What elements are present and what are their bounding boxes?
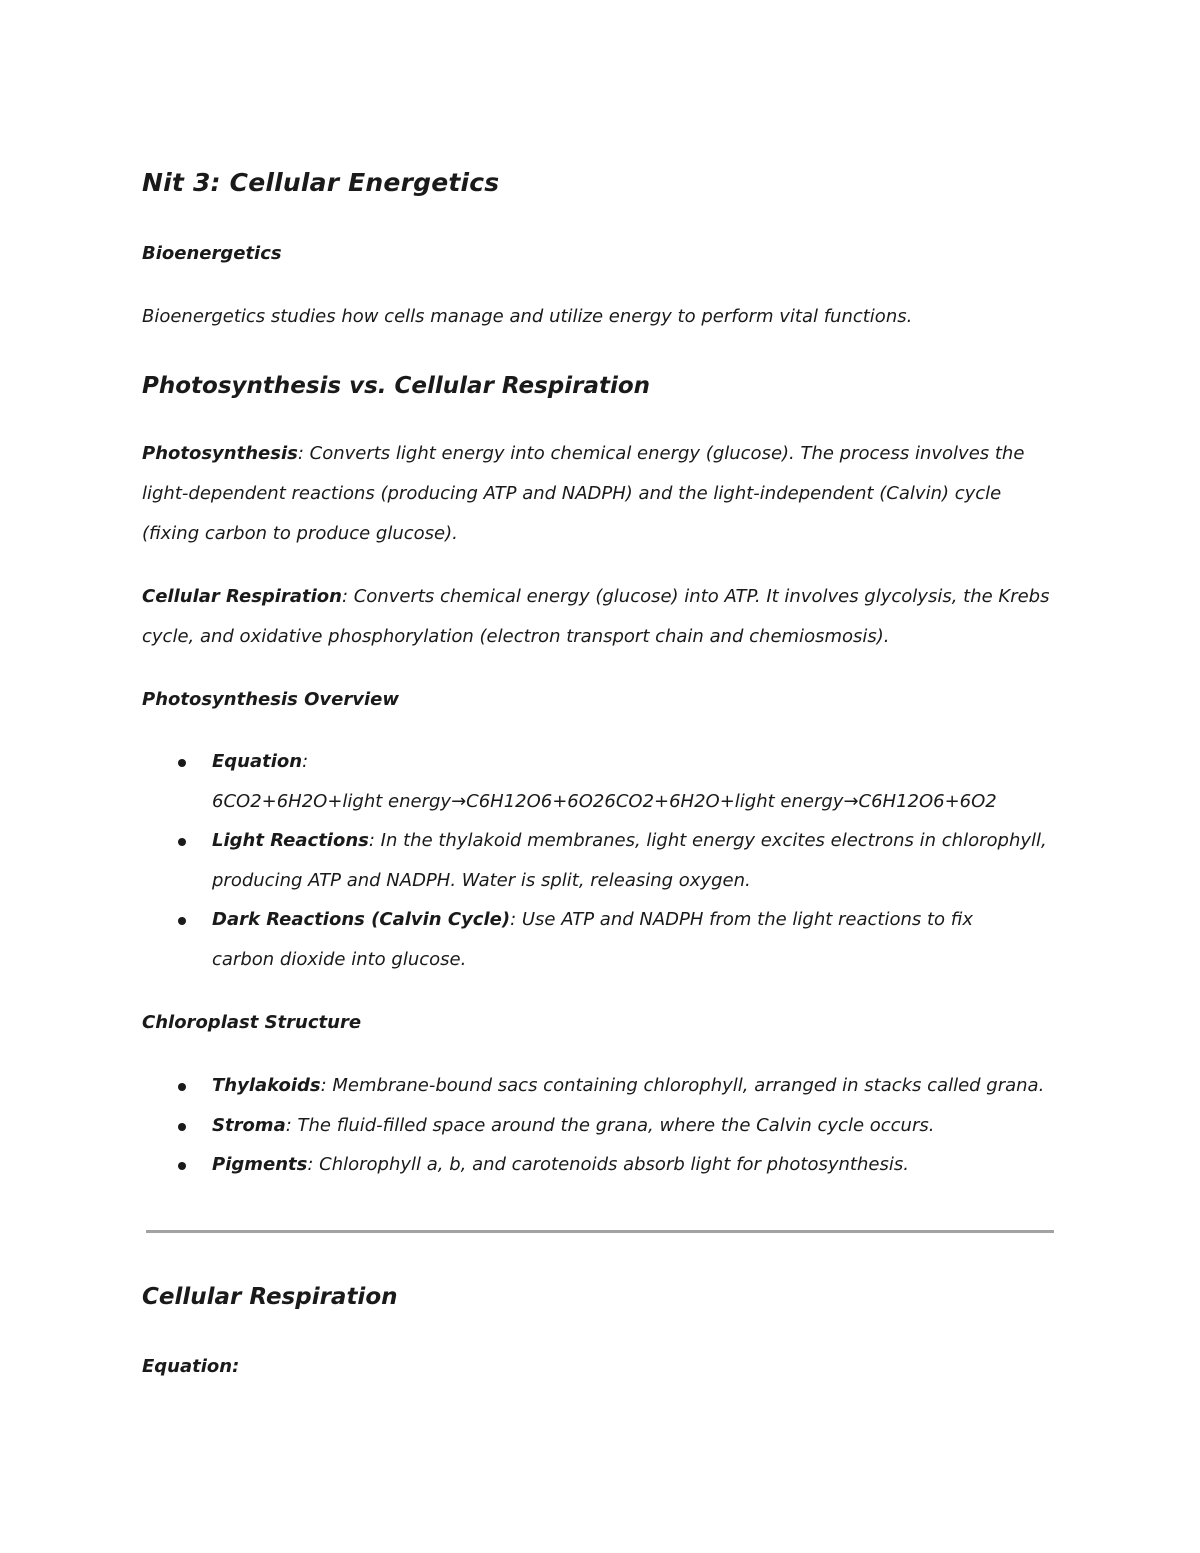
list-item-text: : Chlorophyll a, b, and carotenoids absorb light for photosynthesis. [307,1154,909,1175]
respiration-heading: Cellular Respiration [142,1284,398,1310]
respiration-paragraph [142,577,1062,657]
list-item [212,821,1062,901]
bullet-dot [178,1162,186,1170]
bullet-dot [178,917,186,925]
list-item-label: Dark Reactions (Calvin Cycle) [212,909,511,930]
photosynthesis-text: : Converts light energy into chemical energy (glucose). The process involves the light-dependent reactions (producing ATP and NADPH) and the light-independent (Calvin) cycle (fixing carbon to produce glucose). [142,443,1025,544]
list-item-text: : [302,751,309,772]
photosynthesis-label: Photosynthesis [142,443,298,464]
page-title: Nit 3: Cellular Energetics [142,168,500,197]
list-item-text: : The fluid-filled space around the grana, where the Calvin cycle occurs. [285,1115,935,1136]
photosynthesis-equation: 6CO2+6H2O+light energy→C6H12O6+6O26CO2+6H2O+light energy→C6H12O6+6O2 [212,791,997,812]
horizontal-divider [146,1230,1054,1233]
comparison-heading: Photosynthesis vs. Cellular Respiration [142,373,651,399]
overview-heading: Photosynthesis Overview [142,689,399,710]
list-item-label: Pigments [212,1154,308,1175]
photosynthesis-paragraph [142,434,1062,554]
list-item [212,900,1012,980]
chloroplast-heading: Chloroplast Structure [142,1012,362,1033]
respiration-text: : Converts chemical energy (glucose) into ATP. It involves glycolysis, the Krebs cycle, and oxidative phosphorylation (electron transport chain and chemiosmosis). [142,586,1050,647]
bioenergetics-text: Bioenergetics studies how cells manage and utilize energy to perform vital functions. [142,306,913,327]
list-item-text: : In the thylakoid membranes, light energy excites electrons in chlorophyll, producing ATP and NADPH. Water is split, releasing oxygen. [212,830,1047,891]
respiration-label: Cellular Respiration [142,586,342,607]
bullet-dot [178,759,186,767]
list-item-text: : Use ATP and NADPH from the light reactions to fix carbon dioxide into glucose. [212,909,974,970]
list-item [212,1106,1062,1146]
bioenergetics-heading: Bioenergetics [142,243,282,264]
respiration-equation-label: Equation: [142,1356,240,1377]
list-item-label: Stroma [212,1115,286,1136]
list-item-label: Light Reactions [212,830,369,851]
bullet-dot [178,838,186,846]
bullet-dot [178,1083,186,1091]
list-item-label: Thylakoids [212,1075,321,1096]
bullet-dot [178,1123,186,1131]
list-item [212,1145,1062,1185]
list-item [212,1066,1062,1106]
list-item-text: : Membrane-bound sacs containing chlorophyll, arranged in stacks called grana. [320,1075,1045,1096]
list-item-label: Equation [212,751,303,772]
list-item [212,742,1062,822]
